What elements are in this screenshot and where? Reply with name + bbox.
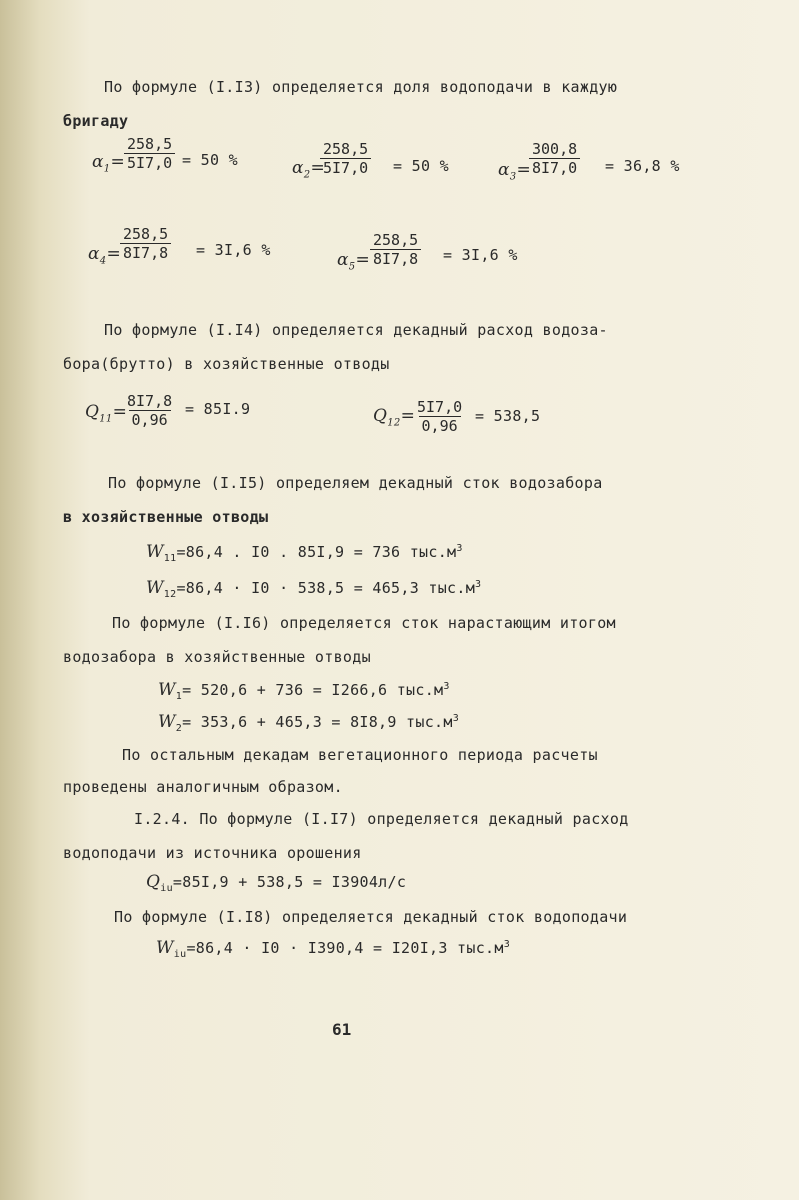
alpha-5-fraction [370,231,421,268]
alpha-3-result: = 36,8 % [605,157,680,175]
paragraph-formula-114: По формуле (I.I4) определяется декадный расход водоза- [104,321,608,339]
alpha-1-symbol: $\alpha_1=$ [92,152,125,175]
alpha-5-result: = 3I,6 % [443,246,518,264]
paragraph-formula-113-cont: бригаду [63,112,129,130]
paragraph-formula-118: По формуле (I.I8) определяется декадный сток водоподачи [114,908,628,926]
page-number: 61 [332,1020,352,1039]
q11-fraction [124,392,175,429]
alpha-2-denominator: 5I7,0 [320,158,371,177]
alpha-1-denominator: 5I7,0 [124,153,175,172]
alpha-1-numerator: 258,5 [127,135,173,153]
wiu-equation: $W_{iu}=86,4 \cdot I0 \cdot I390,4 = I20I,3$ $тыс.м^3$ [156,938,511,960]
q11-result: = 85I.9 [185,400,251,418]
q11-symbol: $Q_{11}=$ [85,402,128,425]
alpha-2-symbol: $\alpha_2=$ [292,158,325,181]
alpha-3-numerator: 300,8 [532,140,578,158]
paragraph-formula-113: По формуле (I.I3) определяется доля водоподачи в каждую [104,78,618,96]
paragraph-section-124-cont: водоподачи из источника орошения [63,844,362,862]
alpha-2-result: = 50 % [393,157,449,175]
q12-denominator: 0,96 [419,416,461,435]
q12-numerator: 5I7,0 [417,398,463,416]
alpha-4-numerator: 258,5 [123,225,169,243]
alpha-3-denominator: 8I7,0 [529,158,580,177]
alpha-4-result: = 3I,6 % [196,241,271,259]
q11-numerator: 8I7,8 [127,392,173,410]
paragraph-other-decades: По остальным декадам вегетационного периода расчеты [122,746,598,764]
paragraph-formula-114-cont: бора(брутто) в хозяйственные отводы [63,355,390,373]
q12-symbol: $Q_{12}=$ [373,406,416,429]
alpha-4-symbol: $\alpha_4=$ [88,244,121,267]
w11-equation: $W_{11}=86,4$ . I0 . 85I,9 = 736 $тыс.м^3$ [146,542,463,564]
w12-equation: $W_{12}=86,4 \cdot I0 \cdot 538,5 = 465,3$ $тыс.м^3$ [146,578,482,600]
qiu-equation: $Q_{iu}=85I,9 + 538,5 = I3904л/с$ [146,872,407,894]
alpha-2-fraction [320,140,371,177]
q12-result: = 538,5 [475,407,541,425]
q12-fraction [414,398,465,435]
alpha-1-result: = 50 % [182,151,238,169]
w1-equation: $W_1= 520,6 + 736 = I266,6$ $тыс.м^3$ [158,680,450,702]
alpha-2-numerator: 258,5 [323,140,369,158]
paragraph-section-124: I.2.4. По формуле (I.I7) определяется декадный расход [134,810,629,828]
paragraph-formula-116-cont: водозабора в хозяйственные отводы [63,648,371,666]
paragraph-other-decades-cont: проведены аналогичным образом. [63,778,343,796]
alpha-1-fraction [124,135,175,172]
alpha-3-fraction [529,140,580,177]
paragraph-formula-116: По формуле (I.I6) определяется сток нарастающим итогом [112,614,616,632]
alpha-4-fraction [120,225,171,262]
paragraph-formula-115: По формуле (I.I5) определяем декадный сток водозабора [108,474,603,492]
alpha-5-denominator: 8I7,8 [370,249,421,268]
q11-denominator: 0,96 [129,410,171,429]
alpha-5-symbol: $\alpha_5=$ [337,250,370,273]
paragraph-formula-115-cont: в хозяйственные отводы [63,508,269,526]
alpha-4-denominator: 8I7,8 [120,243,171,262]
alpha-5-numerator: 258,5 [373,231,419,249]
alpha-3-symbol: $\alpha_3=$ [498,160,531,183]
w2-equation: $W_2= 353,6 + 465,3 = 8I8,9$ $тыс.м^3$ [158,712,460,734]
